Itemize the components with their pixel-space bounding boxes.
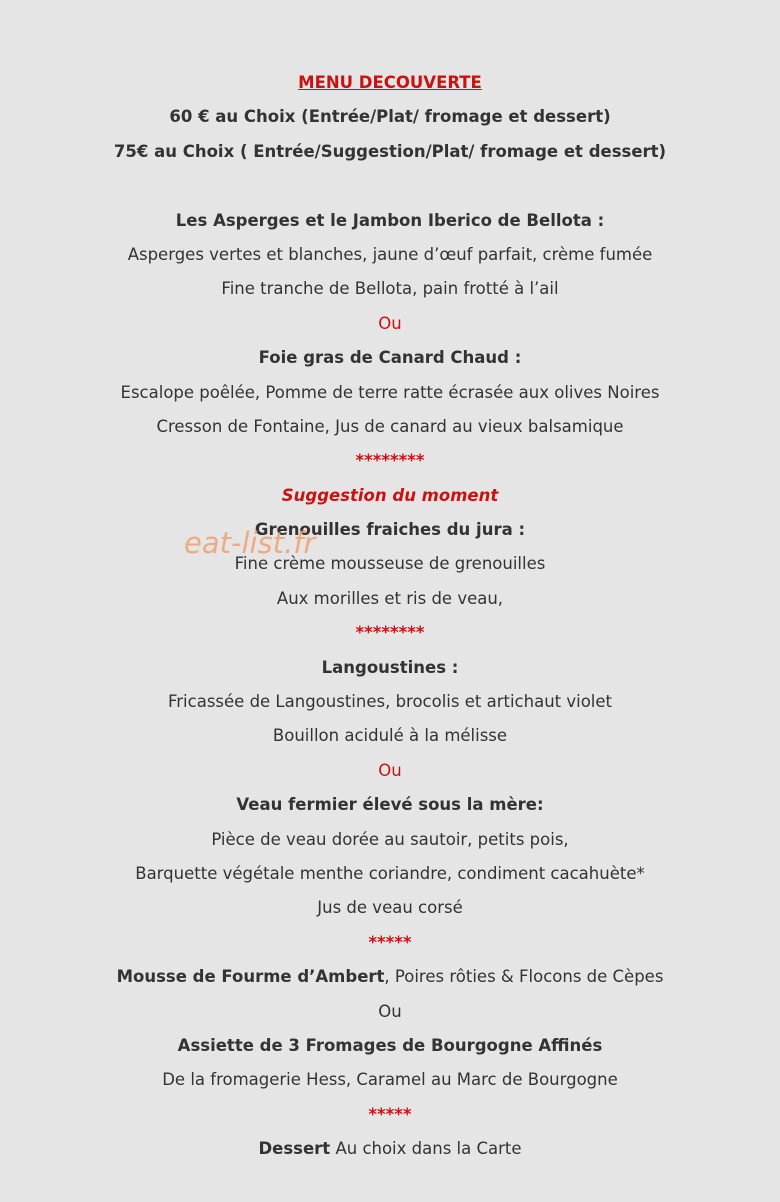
spacer [0, 169, 780, 203]
main-1-description: Bouillon acidulé à la mélisse [272, 726, 508, 746]
starter-1-title: Les Asperges et le Jambon Iberico de Bellota : [175, 210, 605, 230]
or-separator: Ou [378, 760, 402, 780]
suggestion-description: Aux morilles et ris de veau, [276, 588, 504, 608]
dessert-title: Dessert [258, 1139, 331, 1159]
menu [0, 66, 780, 1167]
main-1-title: Langoustines : [321, 657, 459, 677]
main-2-description: Pièce de veau dorée au sautoir, petits pois, [211, 829, 569, 849]
starter-2-description: Cresson de Fontaine, Jus de canard au vieux balsamique [156, 416, 624, 436]
cheese-1-description: , Poires rôties & Flocons de Cèpes [384, 967, 664, 987]
course-separator: ******** [355, 451, 425, 471]
course-separator: ***** [368, 1104, 412, 1124]
starter-1-description: Fine tranche de Bellota, pain frotté à l’ail [221, 279, 559, 299]
course-separator: ******** [355, 623, 425, 643]
suggestion-title: Grenouilles fraiches du jura : [254, 520, 526, 540]
watermark: eat-list.fr [184, 526, 316, 560]
menu-title: MENU DECOUVERTE [298, 73, 482, 92]
course-separator: ***** [368, 932, 412, 952]
cheese-2-description: De la fromagerie Hess, Caramel au Marc de Bourgogne [162, 1070, 618, 1090]
main-2-title: Veau fermier élevé sous la mère: [236, 795, 544, 815]
dessert [0, 1132, 780, 1166]
price-option-75: 75€ au Choix ( Entrée/Suggestion/Plat/ fromage et dessert) [113, 141, 667, 161]
cheese-1-title: Mousse de Fourme d’Ambert [116, 967, 385, 987]
or-separator: Ou [378, 313, 402, 333]
main-1-description: Fricassée de Langoustines, brocolis et artichaut violet [167, 692, 613, 712]
cheese-2-title: Assiette de 3 Fromages de Bourgogne Affinés [177, 1035, 603, 1055]
price-option-60: 60 € au Choix (Entrée/Plat/ fromage et dessert) [169, 107, 611, 127]
starter-2-title: Foie gras de Canard Chaud : [258, 348, 522, 368]
suggestion-heading: Suggestion du moment [281, 485, 499, 505]
starter-1-description: Asperges vertes et blanches, jaune d’œuf parfait, crème fumée [127, 244, 653, 264]
main-2-description: Barquette végétale menthe coriandre, condiment cacahuète* [135, 863, 645, 883]
starter-2-description: Escalope poêlée, Pomme de terre ratte écrasée aux olives Noires [120, 382, 660, 402]
cheese-1 [0, 960, 780, 994]
main-2-description: Jus de veau corsé [317, 898, 463, 918]
dessert-description: Au choix dans la Carte [330, 1139, 522, 1159]
suggestion-description: Fine crème mousseuse de grenouilles [234, 554, 546, 574]
or-separator: Ou [378, 1001, 402, 1021]
